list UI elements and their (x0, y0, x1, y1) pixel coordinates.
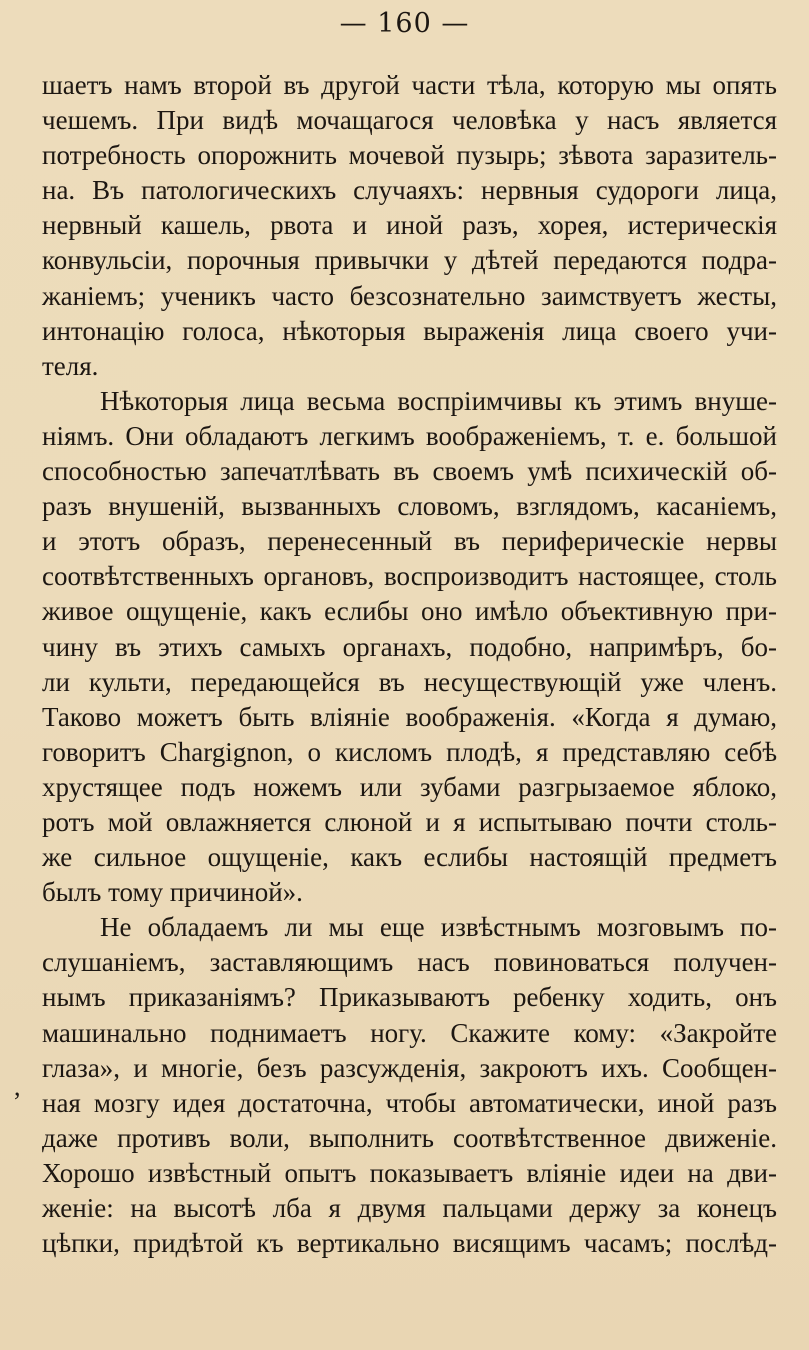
text-line: чешемъ. При видѣ мочащагося человѣка у насъ является (42, 105, 777, 136)
text-line: чину въ этихъ самыхъ органахъ, подобно, напримѣръ, бо- (42, 631, 777, 662)
text-line: нервный кашель, рвота и иной разъ, хорея, истерическія (42, 210, 777, 241)
text-line: машинально поднимаетъ ногу. Скажите кому: «Закройте (42, 1017, 777, 1048)
text-line: женіе: на высотѣ лба я двумя пальцами держу за конецъ (42, 1193, 777, 1223)
text-line: цѣпки, придѣтой къ вертикально висящимъ часамъ; послѣд- (42, 1228, 777, 1259)
page-number: — 160 — (339, 8, 470, 39)
text-line: хрустящее подъ ножемъ или зубами разгрызаемое яблоко, (42, 771, 777, 802)
text-line: способностью запечатлѣвать въ своемъ умѣ психическій об- (42, 456, 777, 487)
text-line: Хорошо извѣстный опытъ показываетъ вліяніе идеи на дви- (42, 1157, 777, 1188)
text-line: ли культи, передающейся въ несуществующій уже членъ. (42, 666, 777, 697)
text-line: даже противъ воли, выполнить соотвѣтственное движеніе. (42, 1122, 777, 1153)
text-line: былъ тому причиной». (42, 877, 303, 908)
text-line: ная мозгу идея достаточна, чтобы автоматически, иной разъ (42, 1087, 777, 1118)
body-text (42, 68, 777, 1261)
text-line: соотвѣтственныхъ органовъ, воспроизводитъ настоящее, столь (42, 561, 777, 592)
text-line: живое ощущеніе, какъ еслибы оно имѣло объективную при- (42, 596, 777, 627)
text-line: ніямъ. Они обладаютъ легкимъ воображеніемъ, т. е. большой (42, 420, 777, 451)
text-line: потребность опорожнить мочевой пузырь; зѣвота заразитель- (42, 140, 777, 171)
text-line: говоритъ Chargignon, о кисломъ плодѣ, я представляю себѣ (42, 736, 777, 767)
text-line: теля. (42, 350, 99, 381)
text-line: жаніемъ; ученикъ часто безсознательно заимствуетъ жесты, (42, 280, 777, 311)
text-line: Нѣкоторыя лица весьма воспріимчивы къ этимъ внуше- (100, 385, 777, 416)
text-line: шаетъ намъ второй въ другой части тѣла, которую мы опять (42, 70, 777, 100)
text-line: и этотъ образъ, перенесенный въ периферическіе нервы (42, 526, 777, 557)
text-line: Таково можетъ быть вліяніе воображенія. «Когда я думаю, (42, 701, 777, 732)
text-line: нымъ приказаніямъ? Приказываютъ ребенку ходить, онъ (42, 982, 777, 1013)
margin-mark: , (14, 1072, 21, 1101)
text-line: конвульсіи, порочныя привычки у дѣтей передаются подра- (42, 245, 777, 276)
text-line: интонацію голоса, нѣкоторыя выраженія лица своего учи- (42, 315, 777, 346)
text-line: на. Въ патологическихъ случаяхъ: нервныя судороги лица, (42, 175, 777, 206)
text-line: же сильное ощущеніе, какъ еслибы настоящій предметъ (42, 842, 777, 873)
text-line: Не обладаемъ ли мы еще извѣстнымъ мозговымъ по- (100, 912, 777, 943)
text-line: слушаніемъ, заставляющимъ насъ повиноваться получен- (42, 947, 777, 978)
text-line: глаза», и многіе, безъ разсужденія, закроютъ ихъ. Сообщен- (42, 1052, 777, 1083)
text-line: разъ внушеній, вызванныхъ словомъ, взглядомъ, касаніемъ, (42, 491, 777, 522)
text-line: ротъ мой овлажняется слюной и я испытываю почти столь- (42, 806, 777, 837)
